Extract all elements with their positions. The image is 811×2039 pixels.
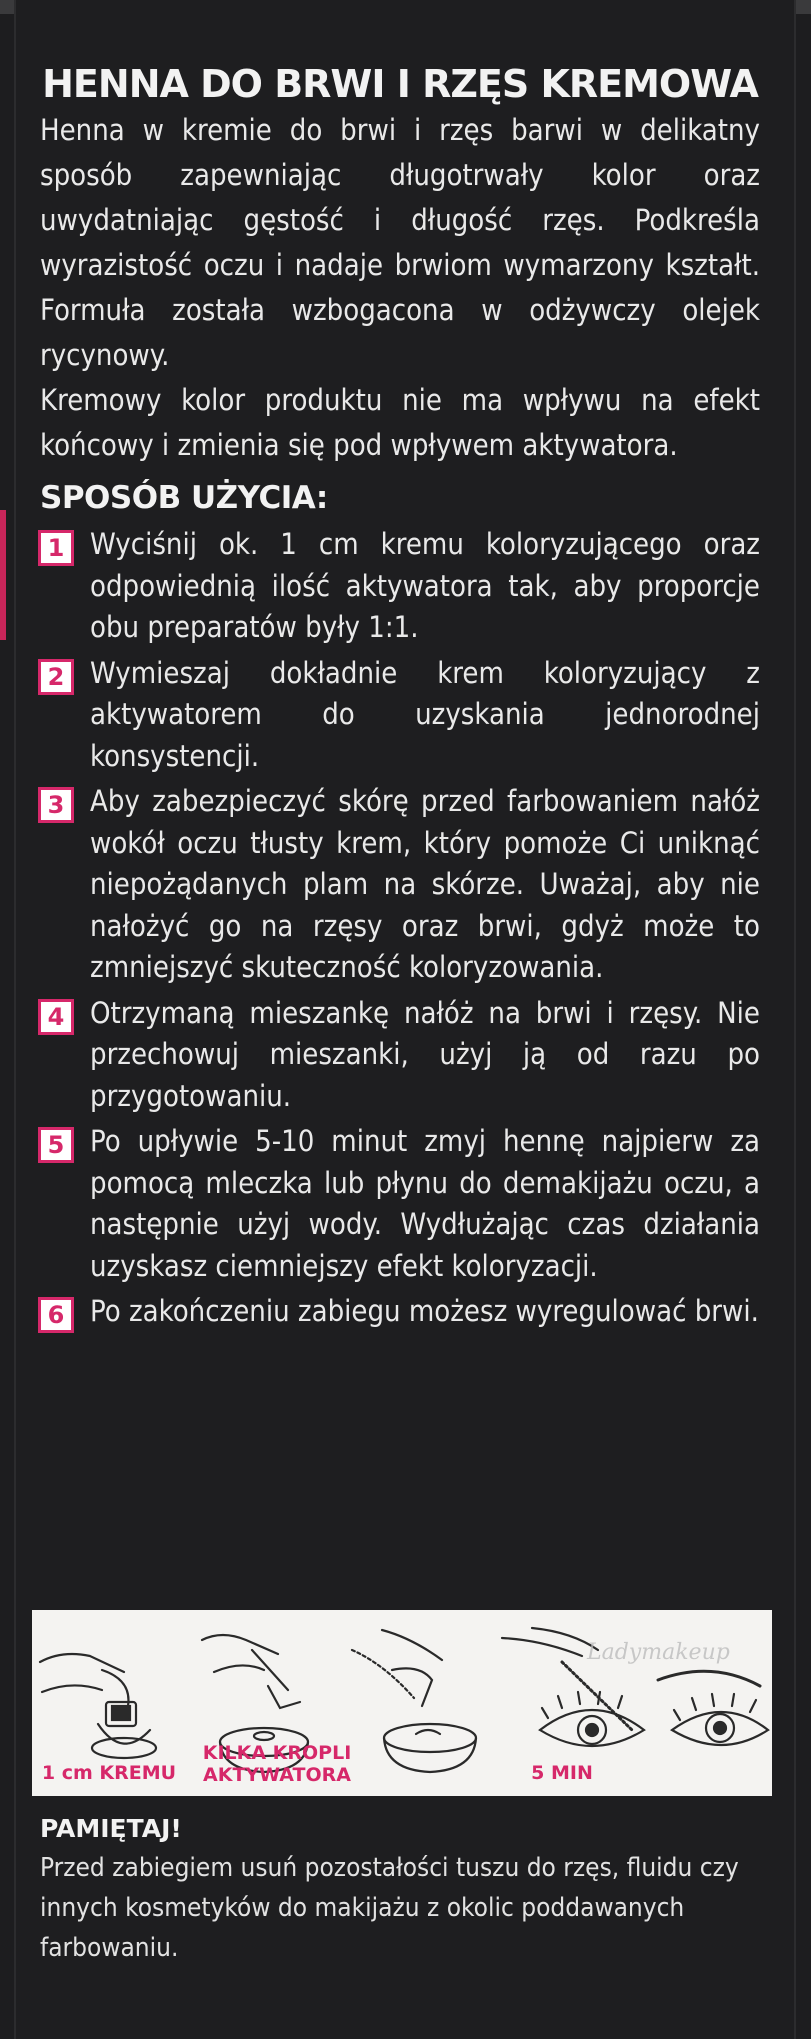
step-number-badge: 4 (38, 999, 74, 1035)
step-number-badge: 1 (38, 530, 74, 566)
pink-side-stripe (0, 510, 6, 640)
step-text: Otrzymaną mieszankę nałóż na brwi i rzęsy. Nie przechowuj mieszanki, użyj ją od razu po przygotowaniu. (90, 995, 760, 1113)
step-4 (40, 993, 760, 1118)
caption-time: 5 MIN (531, 1762, 593, 1784)
step-5 (40, 1121, 760, 1287)
step-text: Aby zabezpieczyć skórę przed farbowaniem nałóż wokół oczu tłusty krem, który pomoże Ci uniknąć niepożądanych plam na skórze. Uważaj, aby nie nałożyć go na rzęsy oraz brwi, gdyż może to zmniejszyć skuteczność koloryzowania. (90, 784, 760, 984)
squeeze-tube-icon (40, 1654, 156, 1758)
step-2 (40, 653, 760, 778)
remember-section (40, 1810, 760, 1968)
usage-heading: SPOSÓB UŻYCIA: (40, 480, 328, 516)
caption-activator-drops (192, 1742, 362, 1786)
label-content (40, 60, 760, 1337)
watermark-logo: Ladymakeup (587, 1640, 730, 1665)
remember-heading: PAMIĘTAJ! (40, 1814, 182, 1843)
step-number-badge: 2 (38, 659, 74, 695)
remember-text: Przed zabiegiem usuń pozostałości tuszu do rzęs, fluidu czy innych kosmetyków do makijażu z okolic poddawanych farbowaniu. (40, 1853, 739, 1963)
instruction-illustration (32, 1610, 772, 1796)
eye-result-icon (658, 1671, 768, 1745)
intro-paragraph-1: Henna w kremie do brwi i rzęs barwi w delikatny sposób zapewniając długotrwały kolor oraz uwydatniając gęstość i długość rzęs. Podkreśla wyrazistość oczu i nadaje brwiom wymarzony kształt. Formuła została wzbogacona w odżywczy olejek rycynowy. (40, 113, 760, 372)
step-6 (40, 1291, 760, 1333)
product-title: HENNA DO BRWI I RZĘS KREMOWA (42, 62, 758, 106)
step-text: Wyciśnij ok. 1 cm kremu koloryzującego oraz odpowiednią ilość aktywatora tak, aby proporcje obu preparatów były 1:1. (90, 527, 760, 644)
mixing-bowl-icon (352, 1630, 476, 1772)
step-number-badge: 3 (38, 787, 74, 823)
intro-paragraph-2: Kremowy kolor produktu nie ma wpływu na efekt końcowy i zmienia się pod wpływem aktywatora. (40, 383, 760, 462)
step-text: Wymieszaj dokładnie krem koloryzujący z aktywatorem do uzyskania jednorodnej konsystencji. (90, 655, 760, 773)
caption-cream-amount: 1 cm KREMU (41, 1762, 177, 1784)
step-text: Po zakończeniu zabiegu możesz wyregulować brwi. (90, 1294, 759, 1328)
step-number-badge: 5 (38, 1127, 74, 1163)
step-number-badge: 6 (38, 1297, 74, 1333)
step-3 (40, 781, 760, 989)
step-1 (40, 524, 760, 649)
caption-line: AKTYWATORA (203, 1764, 351, 1786)
step-text: Po upływie 5-10 minut zmyj hennę najpierw za pomocą mleczka lub płynu do demakijażu oczu, a następnie użyj wody. Wydłużając czas działania uzyskasz ciemniejszy efekt koloryzacji. (90, 1124, 760, 1283)
caption-line: KILKA KROPLI (202, 1742, 352, 1764)
